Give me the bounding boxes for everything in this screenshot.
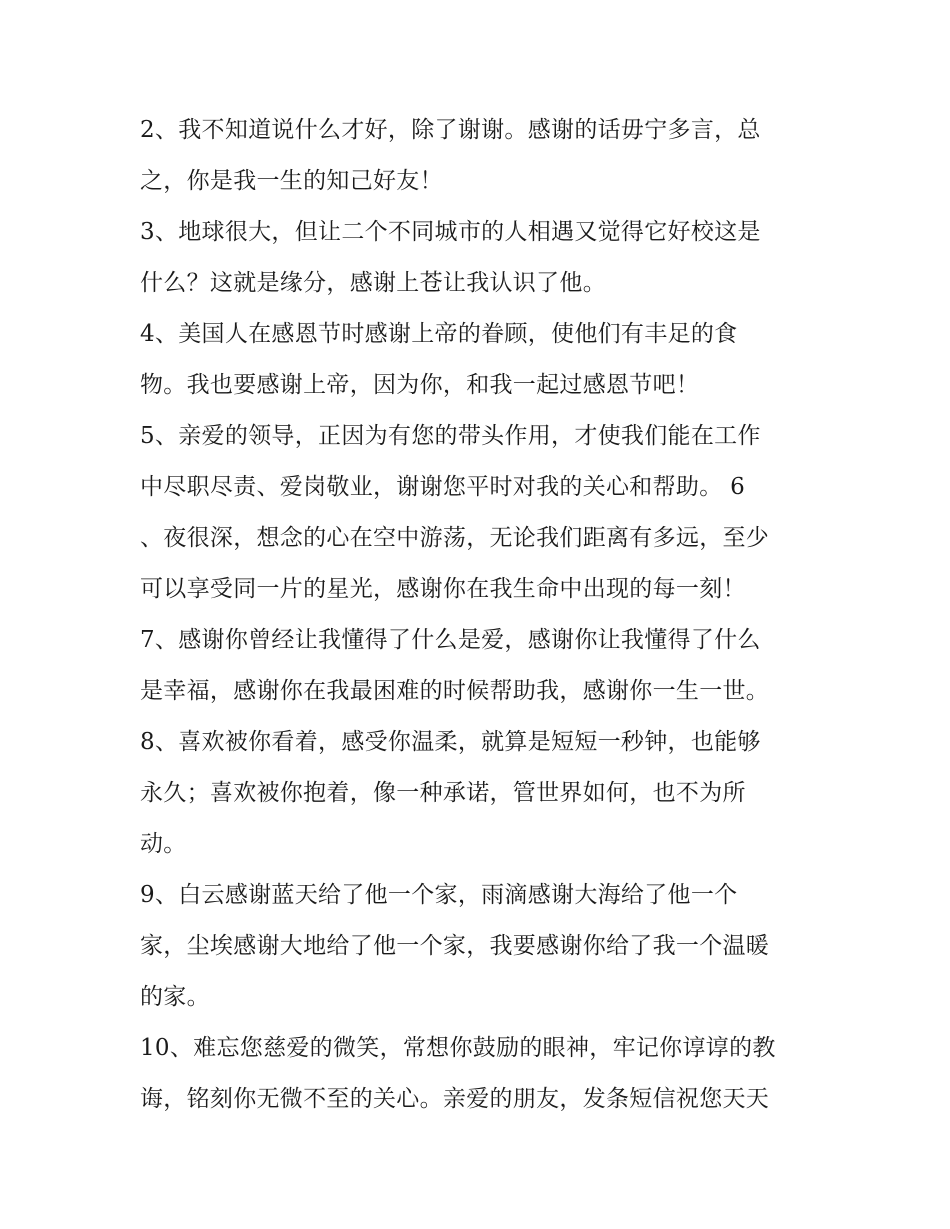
text-line: 物。我也要感谢上帝，因为你，和我一起过感恩节吧！ — [140, 372, 700, 398]
document-body — [140, 105, 840, 1125]
text-line: 的家。 — [140, 984, 210, 1010]
text-line: 9、白云感谢蓝天给了他一个家，雨滴感谢大海给了他一个 — [140, 882, 738, 908]
text-line: 5、亲爱的领导，正因为有您的带头作用，才使我们能在工作 — [140, 423, 761, 449]
text-line: 之，你是我一生的知己好友！ — [140, 168, 443, 194]
text-line: 动。 — [140, 831, 187, 857]
text-line: 3、地球很大，但让二个不同城市的人相遇又觉得它好校这是 — [140, 219, 761, 245]
text-line: 什么？这就是缘分，感谢上苍让我认识了他。 — [140, 270, 606, 296]
text-line: 10、难忘您慈爱的微笑，常想你鼓励的眼神，牢记你谆谆的教 — [140, 1035, 776, 1061]
text-line: 家，尘埃感谢大地给了他一个家，我要感谢你给了我一个温暖 — [140, 933, 770, 959]
text-line: 8、喜欢被你看着，感受你温柔，就算是短短一秒钟，也能够 — [140, 729, 761, 755]
text-line: 2、我不知道说什么才好，除了谢谢。感谢的话毋宁多言，总 — [140, 117, 761, 143]
text-line: 中尽职尽责、爱岗敬业，谢谢您平时对我的关心和帮助。 6 — [140, 474, 746, 500]
text-line: 可以享受同一片的星光，感谢你在我生命中出现的每一刻！ — [140, 576, 746, 602]
text-line: 永久；喜欢被你抱着，像一种承诺，管世界如何，也不为所 — [140, 780, 746, 806]
text-line: 7、感谢你曾经让我懂得了什么是爱，感谢你让我懂得了什么 — [140, 627, 761, 653]
text-line: 4、美国人在感恩节时感谢上帝的眷顾，使他们有丰足的食 — [140, 321, 738, 347]
text-line: 诲，铭刻你无微不至的关心。亲爱的朋友，发条短信祝您天天 — [140, 1086, 770, 1112]
text-line: 、夜很深，想念的心在空中游荡，无论我们距离有多远，至少 — [140, 525, 770, 551]
text-line: 是幸福，感谢你在我最困难的时候帮助我，感谢你一生一世。 — [140, 678, 770, 704]
